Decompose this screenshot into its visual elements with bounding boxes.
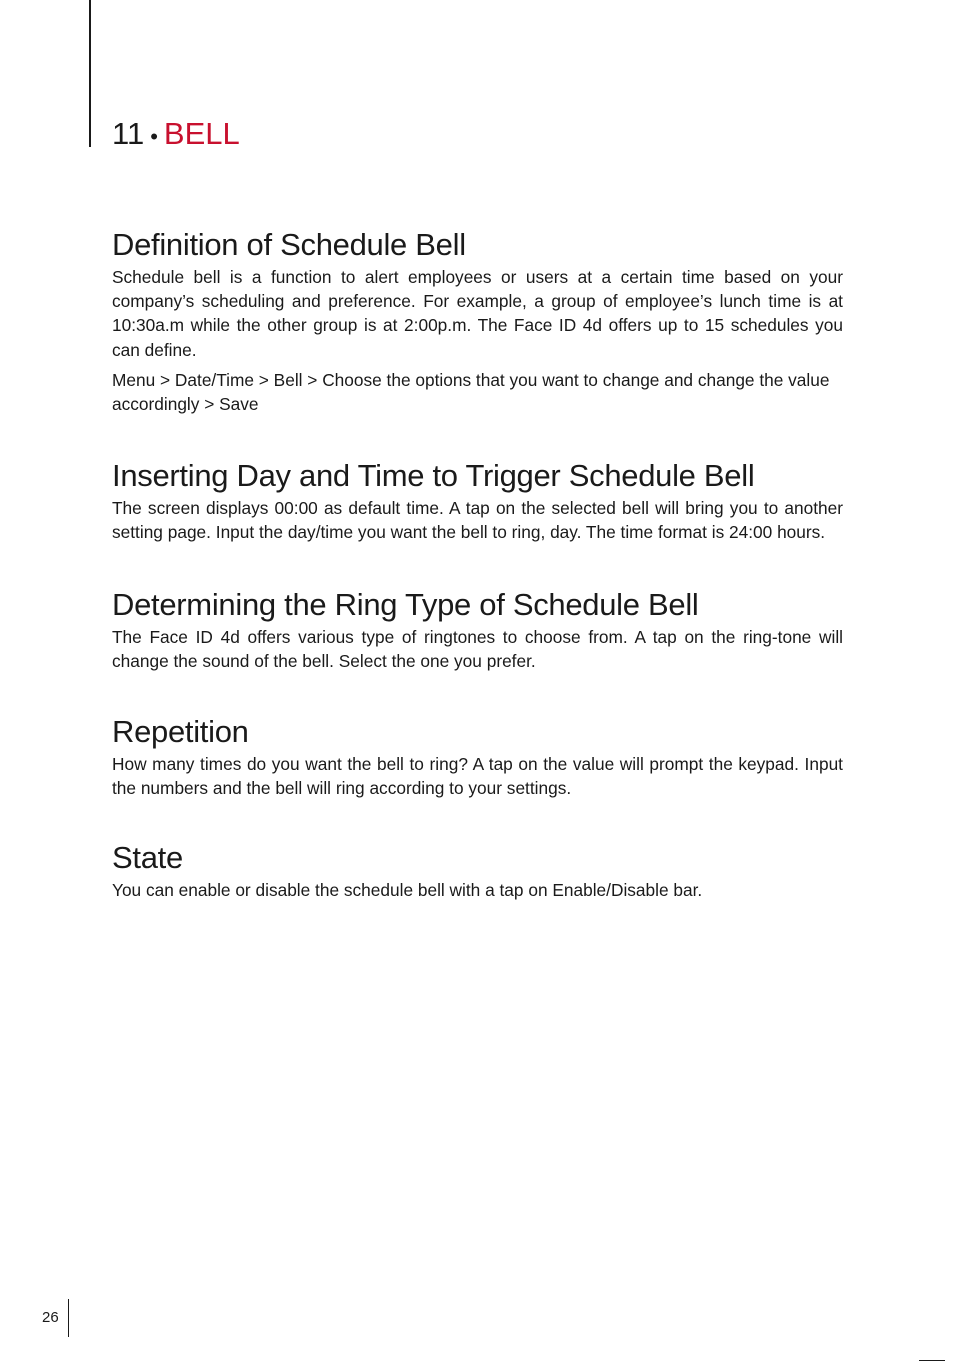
section-state	[112, 838, 843, 902]
section-inserting-day-time	[112, 456, 843, 544]
menu-path-paragraph: Menu > Date/Time > Bell > Choose the options that you want to change and change the value accordingly > Save	[112, 369, 830, 415]
chapter-name: BELL	[163, 116, 240, 151]
page-content	[112, 225, 843, 903]
section-paragraph: You can enable or disable the schedule bell with a tap on Enable/Disable bar.	[112, 880, 703, 901]
chapter-separator: •	[150, 124, 158, 149]
section-repetition	[112, 712, 843, 800]
section-paragraph: How many times do you want the bell to ring? A tap on the value will prompt the keypad. Input the numbers and the bell will ring according to your settings.	[112, 754, 843, 799]
section-paragraph: Schedule bell is a function to alert employees or users at a certain time based on your company’s scheduling and preference. For example, a group of employee’s lunch time is at 10:30a.m while the other group is at 2:00p.m. The Face ID 4d offers up to 15 schedules you can define.	[112, 267, 843, 360]
section-heading: Definition of Schedule Bell	[112, 227, 466, 262]
chapter-number: 11	[112, 116, 145, 151]
section-heading: Repetition	[112, 714, 249, 750]
page-number: 26	[42, 1309, 59, 1326]
section-paragraph: The screen displays 00:00 as default time. A tap on the selected bell will bring you to another setting page. Input the day/time you want the bell to ring, day. The time format is 24:00 hours.	[112, 498, 843, 543]
chapter-title	[112, 112, 240, 159]
chapter-rule	[89, 0, 91, 147]
section-heading: State	[112, 840, 183, 876]
section-heading: Inserting Day and Time to Trigger Schedule Bell	[112, 458, 755, 494]
corner-crop-mark	[919, 1360, 945, 1361]
section-definition	[112, 225, 843, 416]
section-ring-type	[112, 585, 843, 673]
page-number-rule	[68, 1299, 69, 1337]
section-paragraph: The Face ID 4d offers various type of ringtones to choose from. A tap on the ring-tone will change the sound of the bell. Select the one you prefer.	[112, 626, 843, 671]
section-heading: Determining the Ring Type of Schedule Bell	[112, 586, 699, 622]
